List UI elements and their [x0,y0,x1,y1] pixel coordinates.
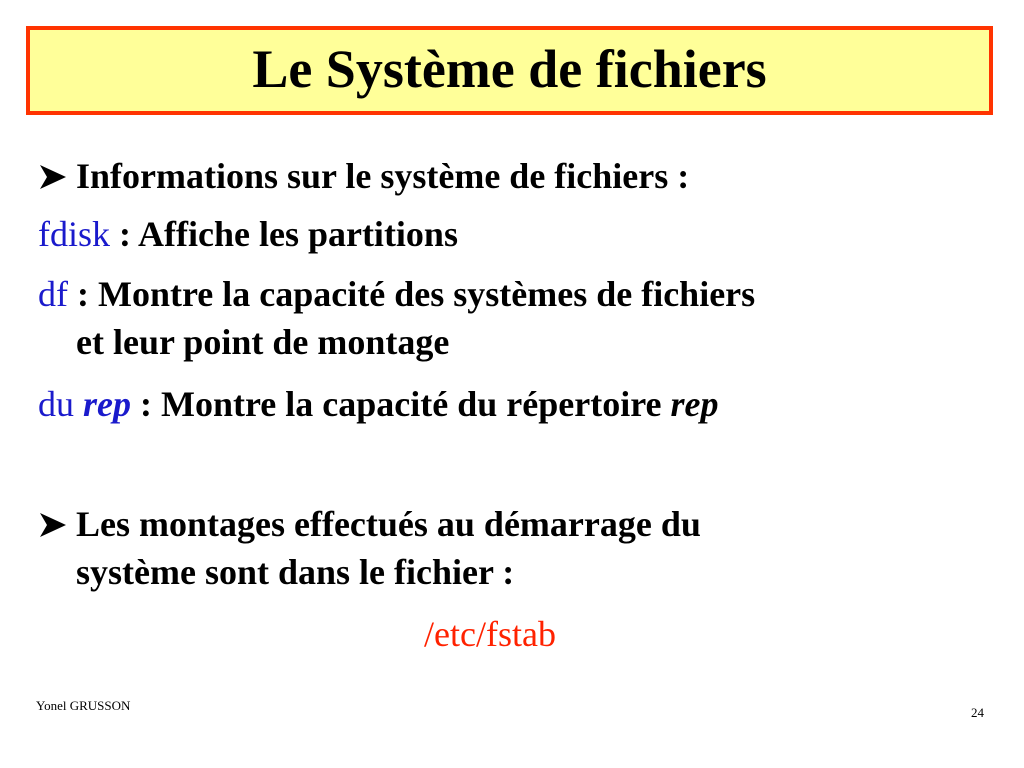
fdisk-description: : Affiche les partitions [110,214,458,254]
footer-author: Yonel GRUSSON [36,698,131,713]
bullet-montages-line2: système sont dans le fichier : [76,552,515,592]
arrowhead-bullet-icon [38,164,68,190]
du-line [38,380,988,428]
df-description-continued: et leur point de montage [76,322,450,362]
df-command: df [38,274,68,314]
bullet-montages-line1: Les montages effectués au démarrage du [76,504,701,544]
bullet-montages [38,500,988,596]
bullet-info [38,152,988,200]
du-description-argument: rep [670,384,719,424]
du-description: : Montre la capacité du répertoire [131,384,671,424]
fdisk-line [38,210,988,258]
fstab-line [424,610,624,658]
slide-title: Le Système de fichiers [252,38,767,99]
title-box [26,26,993,115]
arrowhead-bullet-icon [38,512,68,538]
du-argument: rep [83,384,131,424]
du-command: du [38,384,74,424]
bullet-info-text: Informations sur le système de fichiers : [76,156,690,196]
df-description: : Montre la capacité des systèmes de fichiers [68,274,756,314]
fstab-path: /etc/fstab [424,614,556,654]
df-line [38,270,988,366]
fdisk-command: fdisk [38,214,110,254]
page-number: 24 [971,705,984,720]
